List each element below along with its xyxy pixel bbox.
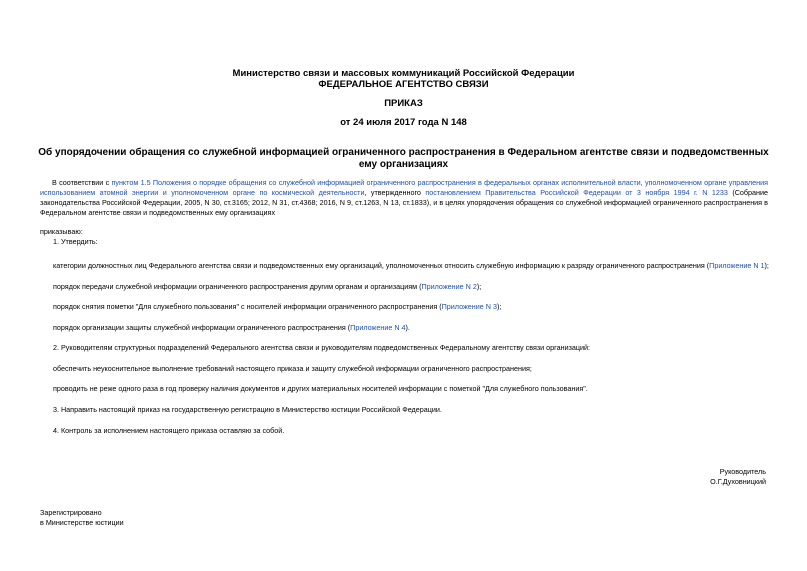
signature-name: О.Г.Духовницкий bbox=[710, 477, 766, 486]
list-item: порядок снятия пометки "Для служебного пользования" с носителей информации ограниченного распространения (Приложение N 3); bbox=[53, 302, 502, 311]
appendix-4-link[interactable]: Приложение N 4 bbox=[350, 323, 406, 332]
intro-text-end: (Собрание законодательства Российской Федерации, 2005, N 30, ст.3165; 2012, N 31, ст.4368; 2016, N 9, ст.1263, N 13, ст.1833), и в целях упорядочения обращения со служебной информацией ограниченного распространения в Федеральном агентстве связи и подведомственных ему организациях bbox=[40, 188, 769, 217]
order-word: приказываю: bbox=[40, 227, 83, 236]
government-decree-link[interactable]: постановлением Правительства Российской Федерации от 3 ноября 1994 г. N 1233 bbox=[425, 188, 728, 197]
list-item: проводить не реже одного раза в год проверку наличия документов и других материальных носителей информации с пометкой "Для служебного пользования". bbox=[53, 384, 588, 393]
list-item: порядок организации защиты служебной информации ограниченного распространения (Приложение N 4). bbox=[53, 323, 410, 332]
item-2: 2. Руководителям структурных подразделений Федерального агентства связи и руководителям подведомственных Федеральному агентству связи организаций: bbox=[53, 343, 591, 352]
registered-line-1: Зарегистрировано bbox=[40, 508, 102, 517]
ministry-name: Министерство связи и массовых коммуникаций Российской Федерации bbox=[232, 68, 575, 79]
document-title: Об упорядочении обращения со служебной информацией ограниченного распространения в Федеральном агентстве связи и подведомственных ему организациях bbox=[38, 147, 769, 170]
item-4: 4. Контроль за исполнением настоящего приказа оставляю за собой. bbox=[53, 426, 285, 435]
agency-name: ФЕДЕРАЛЬНОЕ АГЕНТСТВО СВЯЗИ bbox=[318, 79, 489, 90]
intro-paragraph bbox=[40, 178, 768, 218]
document-date-number: от 24 июля 2017 года N 148 bbox=[340, 117, 467, 128]
document-type: ПРИКАЗ bbox=[384, 98, 423, 109]
regulation-link[interactable]: пунктом 1.5 Положения о порядке обращения со служебной информацией ограниченного распространения в федеральных органах исполнительной власти, уполномоченном органе управления использованием атомной энергии и уполномоченном органе по космической деятельности bbox=[40, 178, 769, 197]
intro-text-middle: , утвержденного bbox=[364, 188, 426, 197]
item-3: 3. Направить настоящий приказ на государственную регистрацию в Министерство юстиции Российской Федерации. bbox=[53, 405, 442, 414]
appendix-3-link[interactable]: Приложение N 3 bbox=[441, 302, 497, 311]
list-item: категории должностных лиц Федерального агентства связи и подведомственных ему организаций, уполномоченных относить служебную информацию к разряду ограниченного распространения (Приложение N 1); bbox=[53, 261, 769, 270]
list-item: обеспечить неукоснительное выполнение требований настоящего приказа и защиту служебной информации ограниченного распространения; bbox=[53, 364, 532, 373]
item-1: 1. Утвердить: bbox=[53, 237, 98, 246]
registered-line-2: в Министерстве юстиции bbox=[40, 518, 124, 527]
list-item: порядок передачи служебной информации ограниченного распространения другим органам и организациям (Приложение N 2); bbox=[53, 282, 482, 291]
appendix-1-link[interactable]: Приложение N 1 bbox=[709, 261, 765, 270]
intro-text-start: В соответствии с bbox=[52, 178, 112, 187]
appendix-2-link[interactable]: Приложение N 2 bbox=[421, 282, 477, 291]
signature-role: Руководитель bbox=[719, 467, 766, 476]
